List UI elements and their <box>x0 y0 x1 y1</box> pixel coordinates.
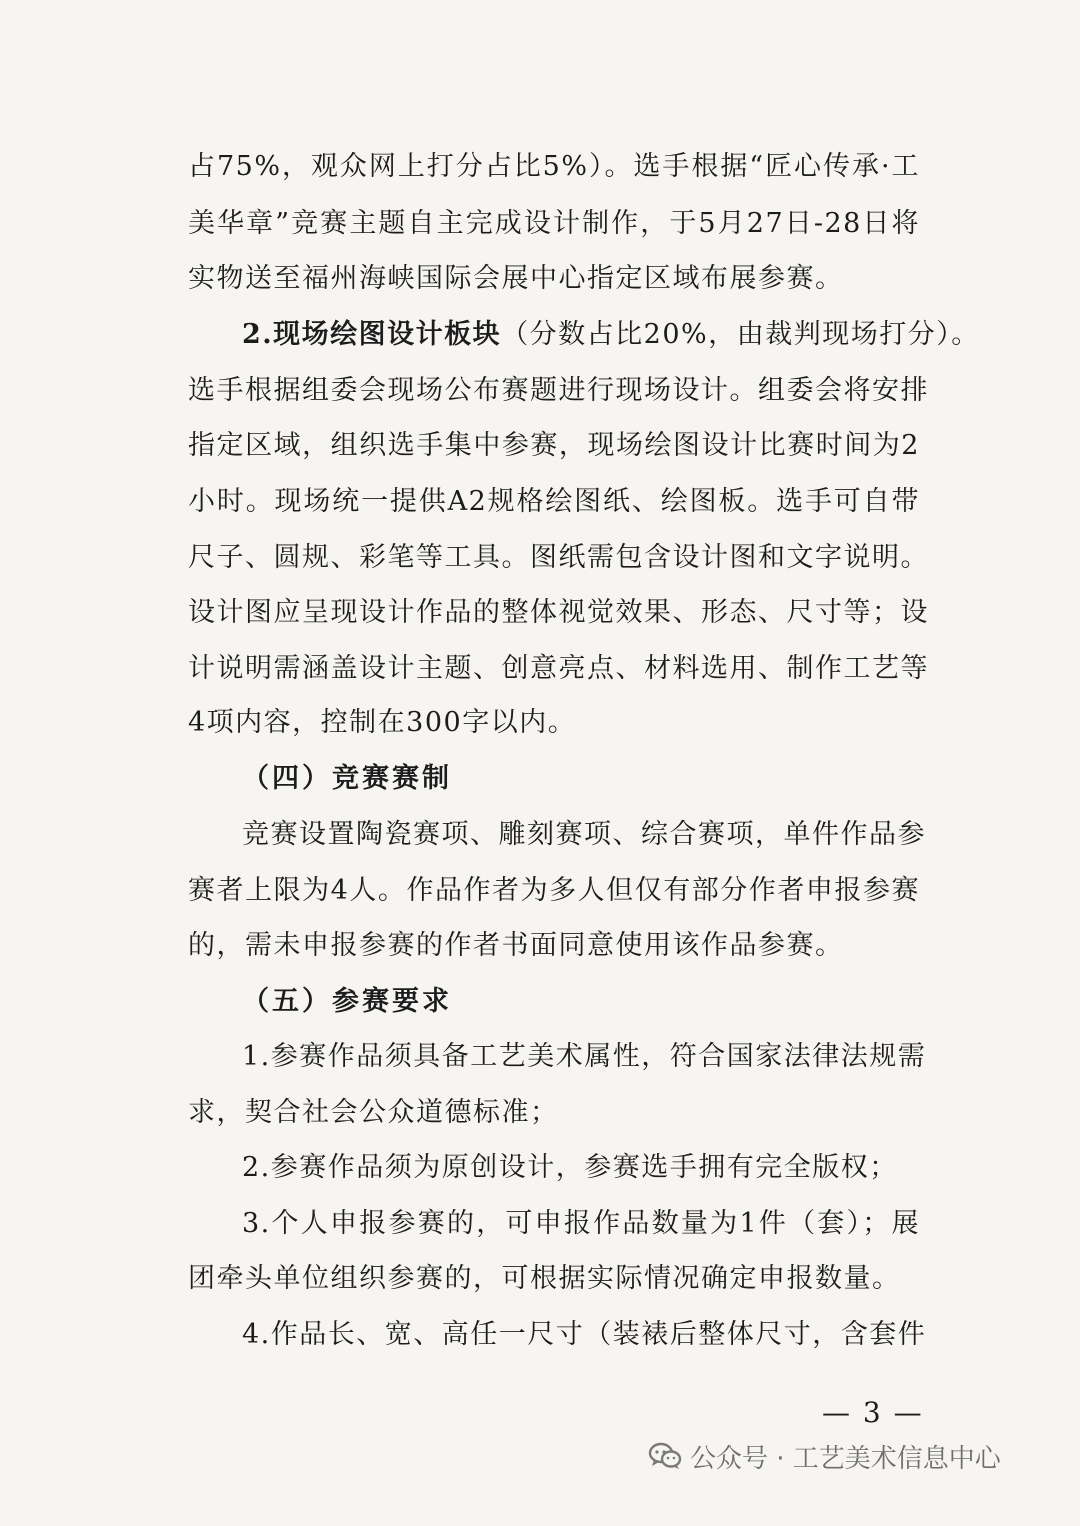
body-line: 设计图应呈现设计作品的整体视觉效果、形态、尺寸等；设 <box>188 597 929 628</box>
watermark-text: 公众号 · 工艺美术信息中心 <box>690 1443 1001 1474</box>
requirement-4: 4.作品长、宽、高任一尺寸（装裱后整体尺寸，含套件 <box>242 1319 927 1350</box>
section-5-heading: （五）参赛要求 <box>242 986 452 1017</box>
section-4-heading: （四）竞赛赛制 <box>242 763 452 794</box>
body-line: 的，需未申报参赛的作者书面同意使用该作品参赛。 <box>188 930 844 961</box>
wechat-icon <box>648 1441 682 1471</box>
body-line: 赛者上限为4人。作品作者为多人但仅有部分作者申报参赛 <box>188 875 920 906</box>
body-line: 指定区域，组织选手集中参赛，现场绘图设计比赛时间为2 <box>188 430 920 461</box>
item-2-desc: （分数占比20%，由裁判现场打分）。 <box>501 319 980 350</box>
body-line: 小时。现场统一提供A2规格绘图纸、绘图板。选手可自带 <box>188 486 920 517</box>
body-line: 实物送至福州海峡国际会展中心指定区域布展参赛。 <box>188 263 844 294</box>
body-line: 竞赛设置陶瓷赛项、雕刻赛项、综合赛项，单件作品参 <box>242 819 926 850</box>
item-2-title: 2.现场绘图设计板块 <box>242 319 502 350</box>
body-line: 4项内容，控制在300字以内。 <box>188 707 577 738</box>
requirement-1: 1.参赛作品须具备工艺美术属性，符合国家法律法规需 <box>242 1041 927 1072</box>
body-line: 美华章”竞赛主题自主完成设计制作，于5月27日-28日将 <box>188 208 920 239</box>
watermark <box>648 1436 1001 1476</box>
item-2-line <box>242 318 980 352</box>
body-line: 计说明需涵盖设计主题、创意亮点、材料选用、制作工艺等 <box>188 653 929 684</box>
page-number: — 3 — <box>822 1396 924 1429</box>
body-line: 尺子、圆规、彩笔等工具。图纸需包含设计图和文字说明。 <box>188 542 929 573</box>
body-line: 选手根据组委会现场公布赛题进行现场设计。组委会将安排 <box>188 375 929 406</box>
body-line: 求，契合社会公众道德标准； <box>188 1097 559 1128</box>
body-line: 团牵头单位组织参赛的，可根据实际情况确定申报数量。 <box>188 1263 901 1294</box>
requirement-3: 3.个人申报参赛的，可申报作品数量为1件（套）；展 <box>242 1208 920 1239</box>
body-line: 占75%，观众网上打分占比5%）。选手根据“匠心传承·工 <box>188 151 920 182</box>
requirement-2: 2.参赛作品须为原创设计，参赛选手拥有完全版权； <box>242 1152 898 1183</box>
